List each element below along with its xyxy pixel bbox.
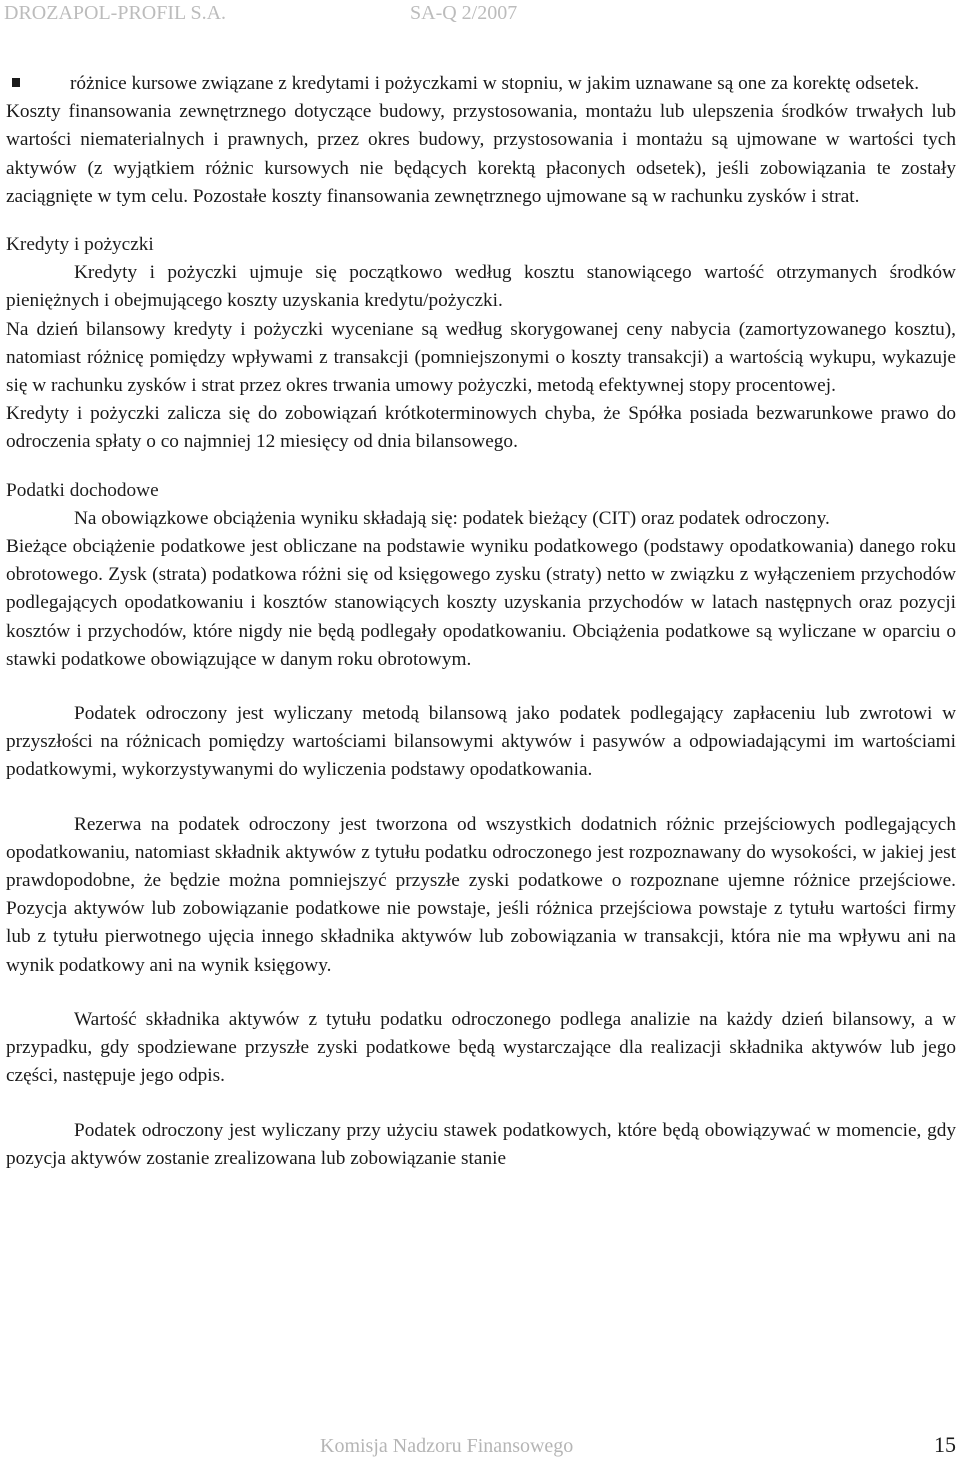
footer-institution: Komisja Nadzoru Finansowego [320,1435,574,1457]
paragraph-loans-3: Kredyty i pożyczki zalicza się do zobowiązań krótkoterminowych chyba, że Spółka posiada bezwarunkowe prawo do odroczenia spłaty o co najmniej 12 miesięcy od dnia bilansowego. [6,403,956,453]
paragraph-tax-5: Wartość składnika aktywów z tytułu podatku odroczonego podlega analizie na każdy dzień bilansowy, a w przypadku, gdy spodziewane przyszłe zyski podatkowe będą wystarczające dla realizacji składnika aktywów lub jego części, następuje jego odpis. [6,1008,956,1087]
paragraph-loans-2: Na dzień bilansowy kredyty i pożyczki wyceniane są według skorygowanej ceny nabycia (zamortyzowanego kosztu), natomiast różnicę pomiędzy wpływami z transakcji (pomniejszonymi o koszty transakcji) a wartością wykupu, wykazuje się w rachunku zysków i strat przez okres trwania umowy pożyczki, metodą efektywnej stopy procentowej. [6,318,956,397]
square-bullet-icon [12,78,20,87]
header-company: DROZAPOL-PROFIL S.A. [4,2,227,24]
paragraph-tax-1: Na obowiązkowe obciążenia wyniku składają się: podatek bieżący (CIT) oraz podatek odroczony. [74,507,830,529]
paragraph-tax-6: Podatek odroczony jest wyliczany przy użyciu stawek podatkowych, które będą obowiązywać w momencie, gdy pozycja aktywów zostanie zrealizowana lub zobowiązanie stanie [6,1119,956,1169]
heading-loans: Kredyty i pożyczki [6,234,154,256]
paragraph-tax-4: Rezerwa na podatek odroczony jest tworzona od wszystkich dodatnich różnic przejściowych podlegających opodatkowaniu, natomiast składnik aktywów z tytułu podatku odroczonego jest rozpoznawany do wysokości, w jakiej jest prawdopodobne, że będzie można pomniejszyć przyszłe zyski podatkowe o rozpoznane ujemne różnice przejściowe. Pozycja aktywów lub zobowiązanie podatkowe nie powstaje, jeśli różnica przejściowa powstaje z tytułu wartości firmy lub z tytułu pierwotnego ujęcia innego składnika aktywów lub zobowiązania w transakcji, która nie ma wpływu ani na wynik podatkowy ani na wynik księgowy. [6,813,956,976]
header-report-id: SA-Q 2/2007 [410,2,518,24]
bullet-item [6,70,956,98]
paragraph-tax-3: Podatek odroczony jest wyliczany metodą bilansową jako podatek podlegający zapłaceniu lub zwrotowi w przyszłości na różnicach pomiędzy wartościami bilansowymi aktywów i pasywów a odpowiadającymi im wartościami podatkowymi, wykorzystywanymi do wyliczenia podstawy opodatkowania. [6,703,956,781]
paragraph-financing-costs: Koszty finansowania zewnętrznego dotyczące budowy, przystosowania, montażu lub ulepszenia środków trwałych lub wartości niematerialnych i prawnych, przez okres budowy, przystosowania i montażu są ujmowane w wartości tych aktywów (z wyjątkiem różnic kursowych nie będących korektą płaconych odsetek), jeśli zobowiązania te zostały zaciągnięte w tym celu. Pozostałe koszty finansowania zewnętrznego ujmowane są w rachunku zysków i strat. [6,101,956,207]
document-body [6,70,956,1173]
page-number: 15 [934,1432,956,1457]
paragraph-loans-1: Kredyty i pożyczki ujmuje się początkowo według kosztu stanowiącego wartość otrzymanych środków pieniężnych i obejmującego koszty uzyskania kredytu/pożyczki. [6,262,956,312]
heading-income-tax: Podatki dochodowe [6,479,159,501]
paragraph-tax-2: Bieżące obciążenie podatkowe jest obliczane na podstawie wyniku podatkowego (podstawy opodatkowania) danego roku obrotowego. Zysk (strata) podatkowa różni się od księgowego zysku (straty) netto w związku z wyłączeniem przychodów podlegających opodatkowaniu i kosztów stanowiących koszty uzyskania przychodów w latach następnych oraz pozycji kosztów i przychodów, które nigdy nie będą podlegały opodatkowaniu. Obciążenia podatkowe są wyliczane w oparciu o stawki podatkowe obowiązujące w danym roku obrotowym. [6,536,956,670]
bullet-text: różnice kursowe związane z kredytami i pożyczkami w stopniu, w jakim uznawane są one za korektę odsetek. [70,73,920,94]
